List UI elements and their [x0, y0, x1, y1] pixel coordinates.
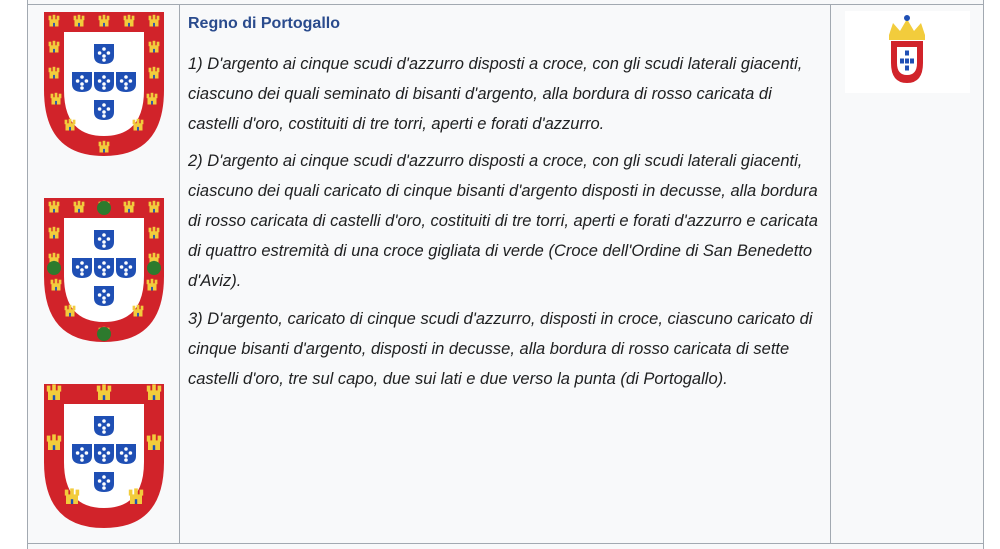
- section-title-link[interactable]: Regno di Portogallo: [188, 15, 340, 32]
- shield-version-3-icon[interactable]: [42, 382, 166, 530]
- portugal-flag-icon: [845, 11, 970, 93]
- blazon-paragraph-3: 3) D'argento, caricato di cinque scudi d'azzurro, disposti in croce, ciascuno caricato di cinque bisanti d'argento, disposti in decusse, alla bordura di rosso caricata di sette castelli d'oro, tre sul capo, due sui lati e due verso la punta (di Portogallo).: [188, 310, 813, 388]
- shields-cell: [28, 5, 180, 543]
- table-bottom-border: [28, 543, 983, 544]
- description-cell: [180, 5, 831, 543]
- blazon-paragraph-1: 1) D'argento ai cinque scudi d'azzurro disposti a croce, con gli scudi laterali giacenti, ciascuno dei quali seminato di bisanti d'argento, alla bordura di rosso caricata di castelli d'oro, costituiti di tre torri, aperti e forati d'azzurro.: [188, 55, 803, 133]
- shield-version-1-icon[interactable]: [42, 10, 166, 158]
- flag-cell: [831, 5, 983, 543]
- shield-version-2-icon[interactable]: [42, 196, 166, 344]
- coat-of-arms-table: [27, 0, 984, 549]
- flag-thumbnail[interactable]: [845, 11, 970, 93]
- blazon-paragraph-2: 2) D'argento ai cinque scudi d'azzurro disposti a croce, con gli scudi laterali giacenti, ciascuno dei quali caricato di cinque bisanti d'argento disposti in decusse, alla bordura di rosso caricata di castelli d'oro, costituiti di tre torri, aperti e forati d'azzurro e caricata di quattro estremità di una croce gigliata di verde (Croce dell'Ordine di San Benedetto d'Aviz).: [188, 152, 818, 290]
